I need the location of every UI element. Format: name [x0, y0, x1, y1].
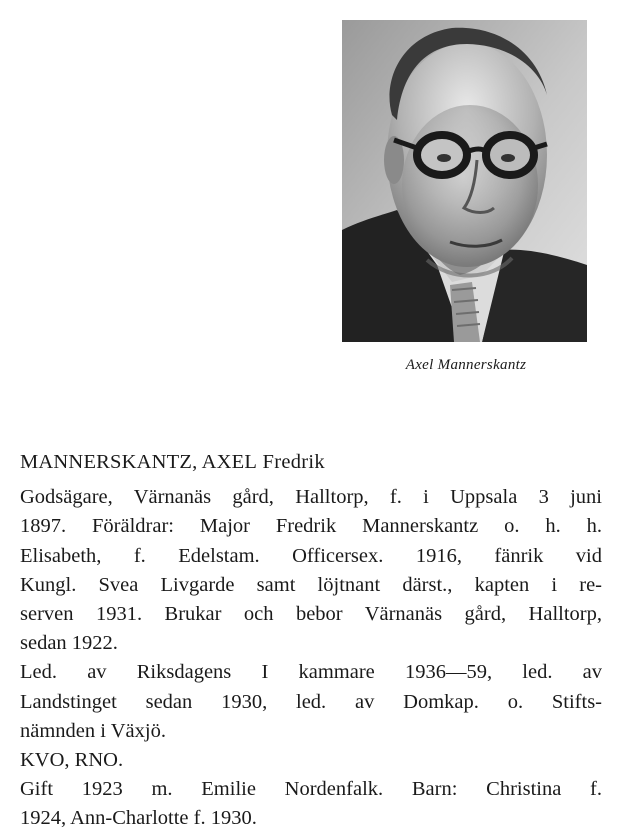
- entry-line: sedan 1922.: [20, 632, 118, 655]
- entry-line: Kungl. Svea Livgarde samt löjtnant därst., kapten i re-: [20, 573, 602, 596]
- entry-surname: MANNERSKANTZ, AXEL: [20, 451, 258, 473]
- entry-line: Led. av Riksdagens I kammare 1936—59, led. av: [20, 661, 602, 684]
- entry-line: Landstinget sedan 1930, led. av Domkap. o. Stifts-: [20, 690, 602, 713]
- portrait-photo: [342, 20, 587, 342]
- entry-line: Elisabeth, f. Edelstam. Officersex. 1916, fänrik vid: [20, 544, 602, 567]
- portrait-caption: Axel Mannerskantz: [405, 357, 527, 373]
- entry-line: 1924, Ann-Charlotte f. 1930.: [20, 807, 257, 830]
- entry-line: Gift 1923 m. Emilie Nordenfalk. Barn: Christina f.: [20, 778, 602, 801]
- entry-heading: [20, 448, 602, 477]
- entry-line: nämnden i Växjö.: [20, 719, 166, 742]
- entry-line: 1897. Föräldrar: Major Fredrik Mannerskantz o. h. h.: [20, 515, 602, 538]
- biography-entry: [20, 448, 602, 834]
- entry-line: KVO, RNO.: [20, 749, 124, 772]
- entry-line: Godsägare, Värnanäs gård, Halltorp, f. i Uppsala 3 juni: [20, 486, 602, 509]
- entry-given-name: Fredrik: [262, 451, 325, 473]
- entry-line: serven 1931. Brukar och bebor Värnanäs gård, Halltorp,: [20, 603, 602, 626]
- portrait-image: [342, 20, 587, 342]
